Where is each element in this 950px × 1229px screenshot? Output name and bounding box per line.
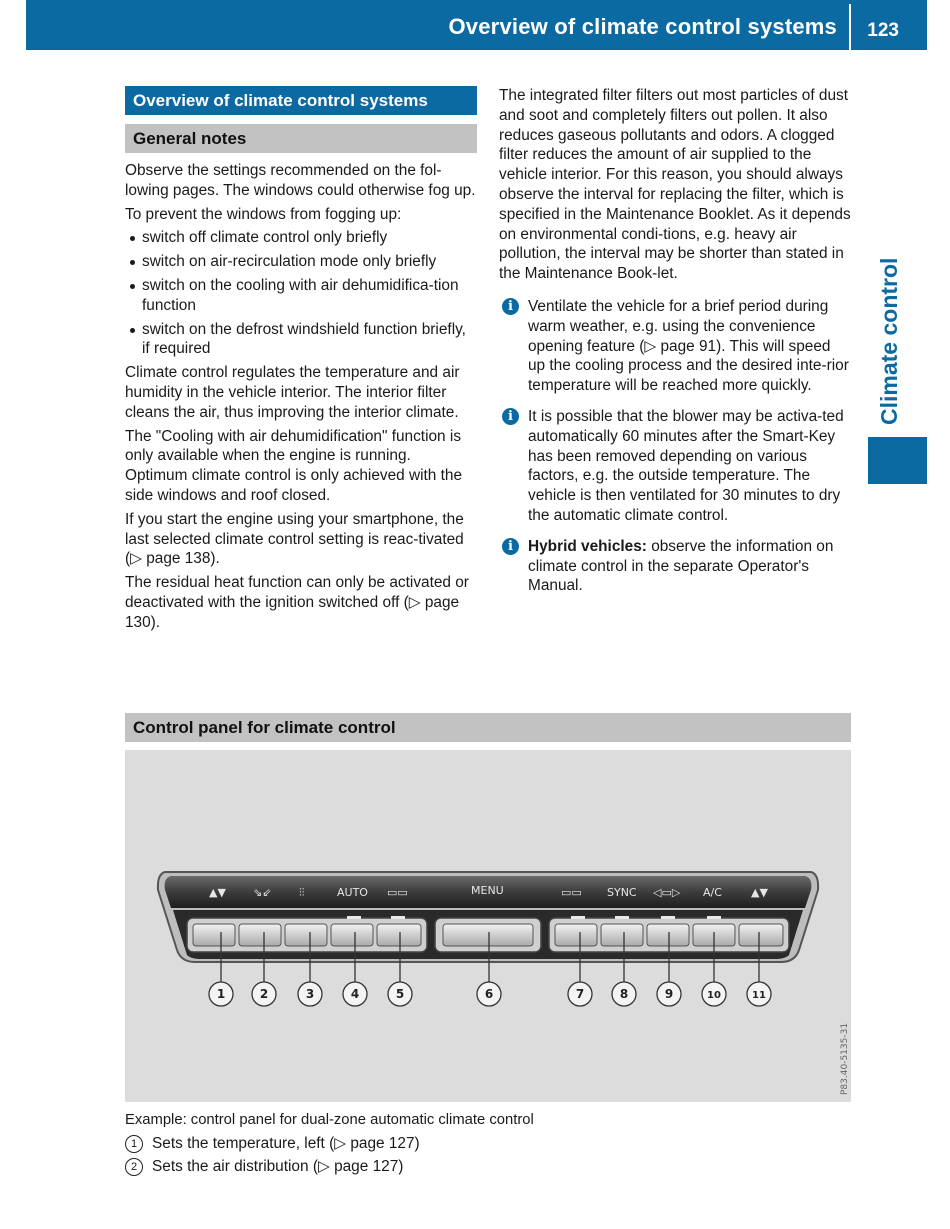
info-text: It is possible that the blower may be activa-ted automatically 60 minutes after the Smart-Key has been removed depending on various factors, e.g. the outside temperature. The vehicle is then ventilated for 30 minutes to dry the automatic climate control.: [528, 407, 844, 524]
page-header: [26, 0, 927, 50]
image-code: P83.40-5135-31: [840, 1022, 850, 1095]
info-note: [499, 537, 851, 596]
callout-label-2: 2: [259, 987, 269, 1001]
panel-button-9: [647, 924, 689, 946]
section-title: Overview of climate control systems: [125, 86, 477, 115]
callout-label-4: 4: [350, 987, 360, 1001]
info-text: observe the information on climate control in the separate Operator's Manual.: [528, 537, 834, 595]
list-item: switch on air-recirculation mode only briefly: [125, 252, 477, 272]
paragraph: The residual heat function can only be activated or deactivated with the ignition switched off (▷ page 130).: [125, 574, 469, 631]
indicator-light: [391, 916, 405, 919]
panel-button-6: [443, 924, 533, 946]
panel-label-sync: SYNC: [607, 886, 637, 899]
info-icon: i: [502, 538, 519, 555]
left-column: [125, 86, 477, 633]
paragraph: The "Cooling with air dehumidification" function is only available when the engine is running. Optimum climate control is only achieved with the side windows and roof closed.: [125, 427, 463, 504]
panel-button-8: [601, 924, 643, 946]
list-item: switch on the defrost windshield function briefly, if required: [125, 320, 477, 360]
air-distribution-icon: ⇘⇙: [253, 886, 272, 899]
paragraph: Climate control regulates the temperature and air humidity in the vehicle interior. The interior filter cleans the air, thus improving the interior climate.: [125, 364, 460, 421]
panel-label-menu: MENU: [471, 884, 504, 897]
figure-caption: Example: control panel for dual-zone automatic climate control: [125, 1112, 534, 1128]
panel-button-1: [193, 924, 235, 946]
callout-label-7: 7: [575, 987, 585, 1001]
callout-label-11: 11: [752, 990, 766, 1001]
callout-label-6: 6: [484, 987, 494, 1001]
indicator-light: [571, 916, 585, 919]
info-icon: i: [502, 408, 519, 425]
section-title: Control panel for climate control: [125, 713, 851, 742]
legend-text: Sets the air distribution (▷ page 127): [152, 1158, 404, 1175]
panel-button-2: [239, 924, 281, 946]
legend-number: 2: [125, 1158, 143, 1176]
paragraph: If you start the engine using your smartphone, the last selected climate control setting is reac-tivated (▷ page 138).: [125, 510, 464, 568]
chapter-tab-label: Climate control: [876, 257, 902, 425]
panel-label-ac: A/C: [703, 886, 722, 899]
panel-button-11: [739, 924, 783, 946]
panel-label-auto: AUTO: [337, 886, 368, 899]
panel-button-4: [331, 924, 373, 946]
callout-label-9: 9: [664, 987, 674, 1001]
control-panel-section: [125, 713, 843, 742]
paragraph: The integrated filter filters out most particles of dust and soot and completely filters out pollen. It also reduces gaseous pollutants and odors. A clogged filter reduces the amount of air supplied to the vehicle interior. For this reason, you should always observe the interval for replacing the filter, which is specified in the Maintenance Booklet. As it depends on environmental condi-tions, e.g. heavy air pollution, the interval may be shorter than stated in the Maintenance Book-let.: [499, 87, 851, 283]
front-defrost-icon: ▭▭: [561, 886, 582, 899]
blower-icon: ⫶⫶: [299, 886, 305, 899]
info-note: [499, 407, 851, 526]
bullet-list: [125, 228, 477, 359]
callout-label-5: 5: [395, 987, 405, 1001]
callout-label-1: 1: [216, 987, 226, 1001]
legend-text: Sets the temperature, left (▷ page 127): [152, 1135, 420, 1152]
paragraph: Observe the settings recommended on the fol-lowing pages. The windows could otherwise fog up.: [125, 162, 476, 199]
list-item: switch off climate control only briefly: [125, 228, 477, 248]
legend-number: 1: [125, 1135, 143, 1153]
callout-label-3: 3: [305, 987, 315, 1001]
info-icon: i: [502, 298, 519, 315]
indicator-light: [707, 916, 721, 919]
callout-label-8: 8: [619, 987, 629, 1001]
right-column: [499, 86, 851, 596]
temp-arrows-right-icon: ▲▼: [751, 886, 768, 899]
header-divider: [849, 4, 851, 50]
indicator-light: [661, 916, 675, 919]
legend-item: [125, 1157, 725, 1176]
header-title: Overview of climate control systems: [448, 14, 837, 39]
control-panel-drawing: [125, 750, 851, 1102]
panel-button-3: [285, 924, 327, 946]
info-note: [499, 297, 851, 396]
info-bold-label: Hybrid vehicles:: [528, 537, 647, 555]
rear-defrost-icon: ▭▭: [387, 886, 408, 899]
subsection-title: General notes: [125, 124, 477, 153]
paragraph: To prevent the windows from fogging up:: [125, 205, 402, 223]
legend-item: [125, 1134, 725, 1153]
callout-label-10: 10: [707, 990, 721, 1001]
info-text: Ventilate the vehicle for a brief period during warm weather, e.g. using the convenience opening feature (▷ page 91). This will speed up the cooling process and the desired inte-rior temperature will be reached more quickly.: [528, 297, 849, 395]
panel-button-5: [377, 924, 421, 946]
list-item: switch on the cooling with air dehumidifica-tion function: [125, 276, 477, 316]
recirculation-icon: ◁▭▷: [653, 886, 681, 899]
control-panel-illustration: [125, 750, 851, 1102]
panel-button-7: [555, 924, 597, 946]
chapter-tab-marker: [868, 437, 927, 484]
page-number: 123: [867, 20, 899, 41]
indicator-light: [615, 916, 629, 919]
temp-arrows-left-icon: ▲▼: [209, 886, 226, 899]
indicator-light: [347, 916, 361, 919]
